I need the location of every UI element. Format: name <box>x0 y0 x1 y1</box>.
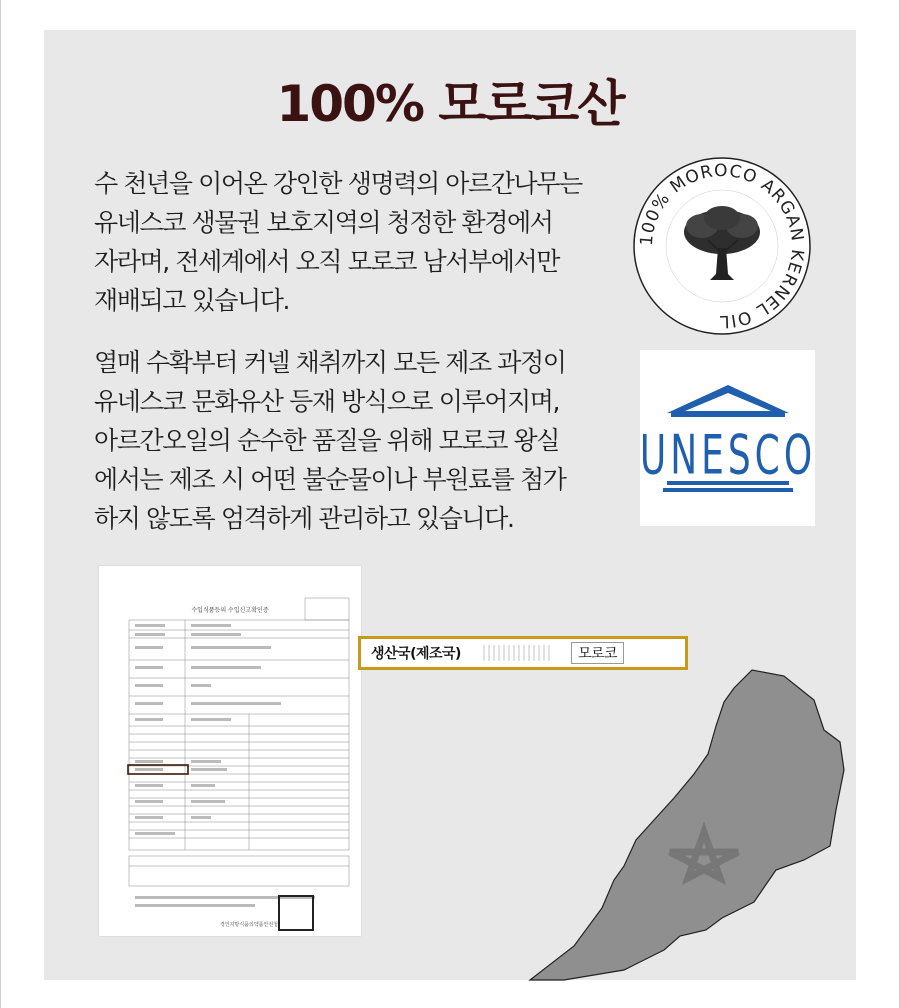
certificate-heading: 수입식품등의 수입신고확인증 <box>191 607 269 614</box>
moroco-argan-seal <box>632 156 812 336</box>
process-paragraph: 열매 수확부터 커넬 채취까지 모든 제조 과정이 유네스코 문화유산 등재 방식으로 이루어지며, 아르간오일의 순수한 품질을 위해 모로코 왕실 에서는 제조 시 어떤 불순물이나 부원료를 첨가 하지 않도록 엄격하게 관리하고 있습니다. <box>94 348 566 533</box>
left-border <box>0 0 1 1008</box>
blurred-field <box>483 645 553 661</box>
morocco-map <box>484 670 856 980</box>
callout-label: 생산국(제조국) <box>371 646 461 662</box>
certificate-scan <box>99 566 361 936</box>
origin-callout <box>358 636 688 670</box>
callout-value: 모로코 <box>571 642 624 664</box>
seal-text: 100% MOROCO ARGAN KERNEL OIL <box>636 160 808 332</box>
content-panel <box>44 30 856 980</box>
official-stamp <box>279 896 313 930</box>
page-title: 100% 모로코산 <box>276 75 624 133</box>
import-certificate <box>99 566 361 936</box>
unesco-temple-icon <box>639 383 816 493</box>
intro-paragraph: 수 천년을 이어온 강인한 생명력의 아르간나무는 유네스코 생물권 보호지역의 청정한 환경에서 자라며, 전세계에서 오직 모로코 남서부에서만 재배되고 있습니다. <box>94 169 582 315</box>
unesco-text: UNESCO <box>639 424 816 488</box>
unesco-logo <box>640 350 815 526</box>
certificate-footer: 경인지방식품의약품안전청 <box>220 922 278 928</box>
